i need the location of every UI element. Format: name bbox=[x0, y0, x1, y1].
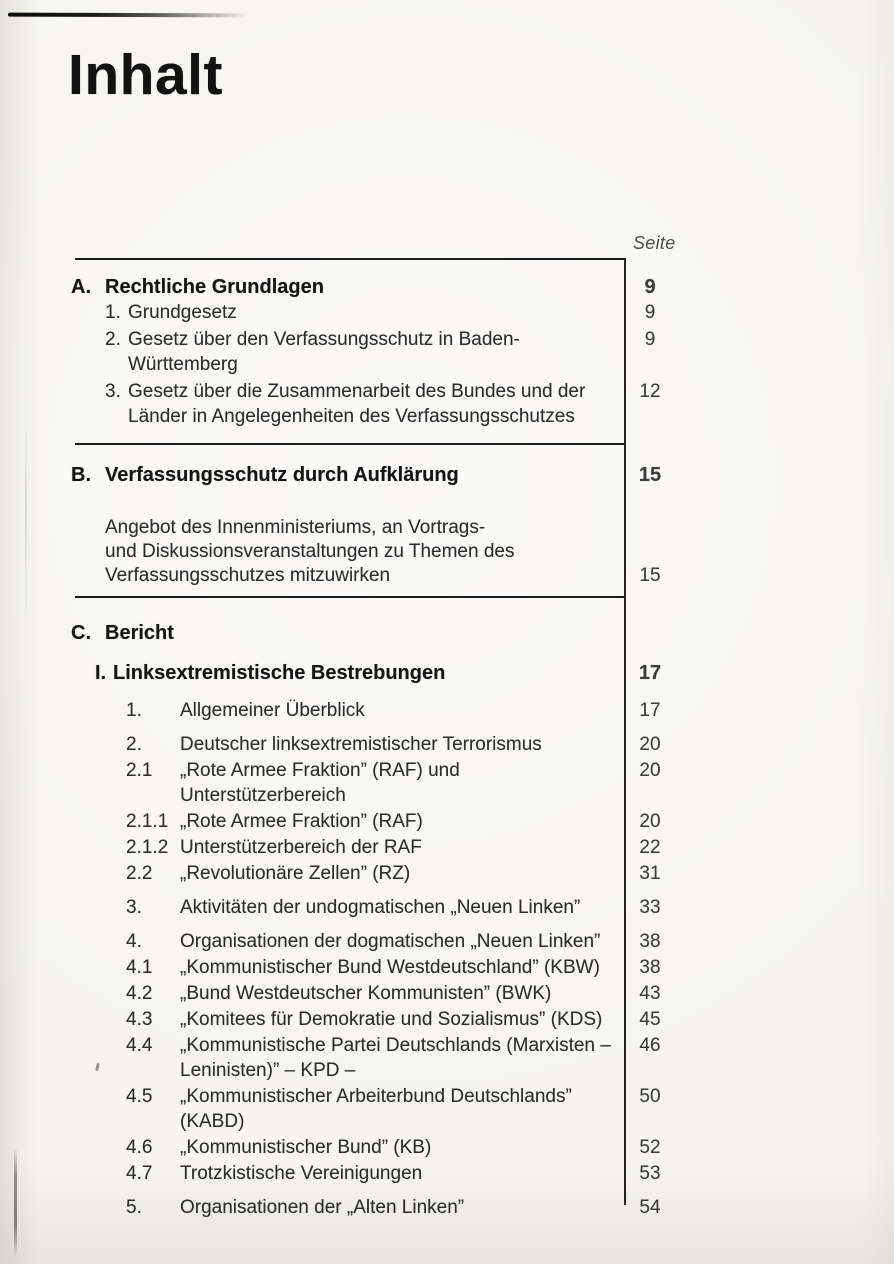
toc-entry-text bbox=[105, 516, 624, 588]
subsection-label: I. bbox=[95, 662, 107, 684]
section-label: C. bbox=[71, 622, 91, 644]
toc-entry-page-number: 22 bbox=[639, 837, 661, 858]
toc-entry-text bbox=[180, 955, 624, 980]
toc-entry-page-number: 46 bbox=[639, 1035, 661, 1056]
toc-entry bbox=[126, 861, 676, 886]
toc-entry-page-number: 43 bbox=[639, 983, 661, 1004]
toc-entry-line: „Rote Armee Fraktion” (RAF) und bbox=[180, 760, 460, 781]
toc-entry-number: 4.7 bbox=[126, 1163, 153, 1184]
subsection-heading bbox=[95, 661, 676, 686]
toc-entry-page-number: 45 bbox=[639, 1009, 661, 1030]
toc-entry-text bbox=[180, 1084, 624, 1134]
toc-entry bbox=[126, 835, 676, 860]
toc-entry-line: Württemberg bbox=[128, 354, 238, 375]
toc-entry-page-number: 53 bbox=[639, 1163, 661, 1184]
toc-entry-number: 5. bbox=[126, 1197, 142, 1218]
toc-entry bbox=[126, 981, 676, 1006]
section-divider bbox=[75, 596, 626, 598]
toc-entry-text bbox=[180, 1033, 624, 1083]
toc-entry-page-number: 20 bbox=[639, 811, 661, 832]
page-column-divider-line bbox=[624, 258, 626, 1205]
toc-entry-line: Gesetz über den Verfassungsschutz in Baden- bbox=[128, 329, 520, 350]
toc-entry-page-number: 9 bbox=[644, 329, 656, 350]
toc-entry-number: 4.2 bbox=[126, 983, 153, 1004]
toc-entry-line: Deutscher linksextremistischer Terrorismus bbox=[180, 734, 542, 755]
toc-entry-page-number: 38 bbox=[639, 957, 661, 978]
toc-entry-group bbox=[71, 895, 676, 920]
toc-entry-page-number: 50 bbox=[639, 1086, 661, 1107]
toc-entry bbox=[126, 1007, 676, 1032]
toc-entry-text bbox=[180, 981, 624, 1006]
toc-entry bbox=[126, 758, 676, 808]
toc-entry-number: 1. bbox=[105, 302, 121, 323]
toc-entry-number: 2.1.1 bbox=[126, 811, 169, 832]
toc-entry-number: 4.1 bbox=[126, 957, 153, 978]
toc-entry-page-number: 31 bbox=[639, 863, 661, 884]
toc-entry-number: 4.5 bbox=[126, 1086, 153, 1107]
section-b bbox=[71, 463, 676, 588]
toc-entry bbox=[126, 809, 676, 834]
toc-entry-line: Trotzkistische Vereinigungen bbox=[180, 1163, 423, 1184]
scan-artifact-left-streak bbox=[14, 1148, 17, 1258]
toc-entry-line: (KABD) bbox=[180, 1111, 245, 1132]
toc-entry bbox=[126, 955, 676, 980]
toc-entry-line: Organisationen der dogmatischen „Neuen Linken” bbox=[180, 931, 601, 952]
toc-entry-group bbox=[71, 1195, 676, 1220]
toc-entry bbox=[126, 698, 676, 723]
toc-entry-line: Verfassungsschutzes mitzuwirken bbox=[105, 565, 391, 586]
toc-entry-number: 4.6 bbox=[126, 1137, 153, 1158]
scan-artifact-faint-streak bbox=[25, 420, 27, 630]
toc-entry-page-number: 12 bbox=[639, 381, 661, 402]
toc-entry-number: 2.2 bbox=[126, 863, 153, 884]
section-b-heading bbox=[71, 463, 676, 488]
section-page-number: 15 bbox=[638, 464, 662, 486]
scan-artifact-top-line bbox=[8, 13, 250, 18]
page-title: Inhalt bbox=[68, 43, 223, 107]
toc-entry bbox=[126, 929, 676, 954]
toc-entry-number: 4.3 bbox=[126, 1009, 153, 1030]
toc-entry-line: Allgemeiner Überblick bbox=[180, 700, 365, 721]
toc-entry-line: „Rote Armee Fraktion” (RAF) bbox=[180, 811, 423, 832]
toc-entry-number: 3. bbox=[126, 897, 142, 918]
toc-entry-line: Unterstützerbereich bbox=[180, 785, 346, 806]
toc-entry-line: „Kommunistischer Arbeiterbund Deutschlands” bbox=[180, 1086, 572, 1107]
toc-entry-text bbox=[180, 758, 624, 808]
section-c-entries bbox=[71, 698, 676, 1220]
section-a-heading bbox=[71, 275, 676, 300]
toc-entry-line: Angebot des Innenministeriums, an Vortrags- bbox=[105, 517, 486, 538]
toc-entry-number: 4. bbox=[126, 931, 142, 952]
section-divider bbox=[75, 443, 626, 445]
toc-entry-line: Länder in Angelegenheiten des Verfassungsschutzes bbox=[128, 406, 575, 427]
page-column-header: Seite bbox=[633, 233, 676, 253]
toc-entry bbox=[126, 1161, 676, 1186]
toc-entry-line: „Komitees für Demokratie und Sozialismus” (KDS) bbox=[180, 1009, 603, 1030]
toc-entry-text bbox=[180, 1135, 624, 1160]
subsection-page-number: 17 bbox=[638, 662, 662, 684]
toc-entry-group bbox=[71, 732, 676, 886]
toc-entry-number: 2. bbox=[126, 734, 142, 755]
toc-entry-page-number: 9 bbox=[644, 302, 656, 323]
toc-entry-number: 4.4 bbox=[126, 1035, 153, 1056]
toc-entry-page-number: 52 bbox=[639, 1137, 661, 1158]
toc-entry-number: 1. bbox=[126, 700, 142, 721]
toc-entry-line: „Kommunistischer Bund Westdeutschland” (KBW) bbox=[180, 957, 600, 978]
toc-entry bbox=[126, 895, 676, 920]
subsection-title: Linksextremistische Bestrebungen bbox=[113, 662, 446, 684]
toc-entry-line: Organisationen der „Alten Linken” bbox=[180, 1197, 465, 1218]
toc-entry bbox=[105, 300, 676, 325]
toc-entry-number: 2. bbox=[105, 329, 121, 350]
toc-entry-text bbox=[180, 698, 624, 723]
section-label: A. bbox=[71, 276, 91, 298]
toc-entry-page-number: 33 bbox=[639, 897, 661, 918]
toc-entry-page-number: 38 bbox=[639, 931, 661, 952]
toc-entry-group bbox=[71, 698, 676, 723]
toc-entry-page-number: 54 bbox=[639, 1197, 661, 1218]
toc-entry-text bbox=[180, 1161, 624, 1186]
toc-entry-text bbox=[180, 835, 624, 860]
toc-entry bbox=[126, 1195, 676, 1220]
toc-entry-text bbox=[180, 895, 624, 920]
toc-entry-line: Unterstützerbereich der RAF bbox=[180, 837, 422, 858]
toc-entry-line: Gesetz über die Zusammenarbeit des Bundes und der bbox=[128, 381, 586, 402]
toc-entry-text bbox=[128, 300, 624, 325]
table-of-contents bbox=[71, 258, 676, 1220]
toc-entry-line: Leninisten)” – KPD – bbox=[180, 1060, 356, 1081]
toc-entry-number: 2.1.2 bbox=[126, 837, 169, 858]
toc-entry-text bbox=[180, 929, 624, 954]
section-divider bbox=[75, 258, 626, 260]
toc-entry-group bbox=[71, 929, 676, 1186]
toc-entry-text bbox=[180, 732, 624, 757]
toc-entry bbox=[126, 732, 676, 757]
toc-entry-text bbox=[128, 327, 624, 377]
toc-entry-page-number: 20 bbox=[639, 734, 661, 755]
toc-entry-line: „Revolutionäre Zellen” (RZ) bbox=[180, 863, 411, 884]
toc-entry-page-number: 15 bbox=[639, 565, 661, 586]
toc-entry bbox=[105, 379, 676, 429]
toc-entry-text bbox=[180, 1195, 624, 1220]
toc-entry-line: „Kommunistische Partei Deutschlands (Marxisten – bbox=[180, 1035, 611, 1056]
toc-entry bbox=[126, 1084, 676, 1134]
toc-entry bbox=[105, 327, 676, 377]
toc-entry bbox=[126, 1135, 676, 1160]
toc-entry-line: „Kommunistischer Bund” (KB) bbox=[180, 1137, 432, 1158]
section-page-number: 9 bbox=[644, 276, 656, 298]
toc-entry-text bbox=[180, 861, 624, 886]
section-c-heading bbox=[71, 621, 676, 646]
toc-entry-number: 2.1 bbox=[126, 760, 153, 781]
section-b-paragraph bbox=[71, 516, 676, 588]
section-a-items bbox=[71, 300, 676, 429]
toc-entry-line: Aktivitäten der undogmatischen „Neuen Linken” bbox=[180, 897, 581, 918]
section-title: Verfassungsschutz durch Aufklärung bbox=[105, 464, 459, 486]
toc-entry-line: „Bund Westdeutscher Kommunisten” (BWK) bbox=[180, 983, 552, 1004]
toc-entry-line: und Diskussionsveranstaltungen zu Themen des bbox=[105, 541, 515, 562]
toc-entry bbox=[105, 516, 676, 588]
toc-entry bbox=[126, 1033, 676, 1083]
toc-entry-text bbox=[180, 809, 624, 834]
section-title: Rechtliche Grundlagen bbox=[105, 276, 324, 298]
section-label: B. bbox=[71, 464, 91, 486]
toc-entry-page-number: 20 bbox=[639, 760, 661, 781]
section-a bbox=[71, 275, 676, 429]
toc-entry-text bbox=[128, 379, 624, 429]
toc-entry-page-number: 17 bbox=[639, 700, 661, 721]
toc-entry-text bbox=[180, 1007, 624, 1032]
toc-entry-number: 3. bbox=[105, 381, 121, 402]
section-title: Bericht bbox=[105, 622, 174, 644]
toc-entry-line: Grundgesetz bbox=[128, 302, 237, 323]
section-c bbox=[71, 621, 676, 1220]
